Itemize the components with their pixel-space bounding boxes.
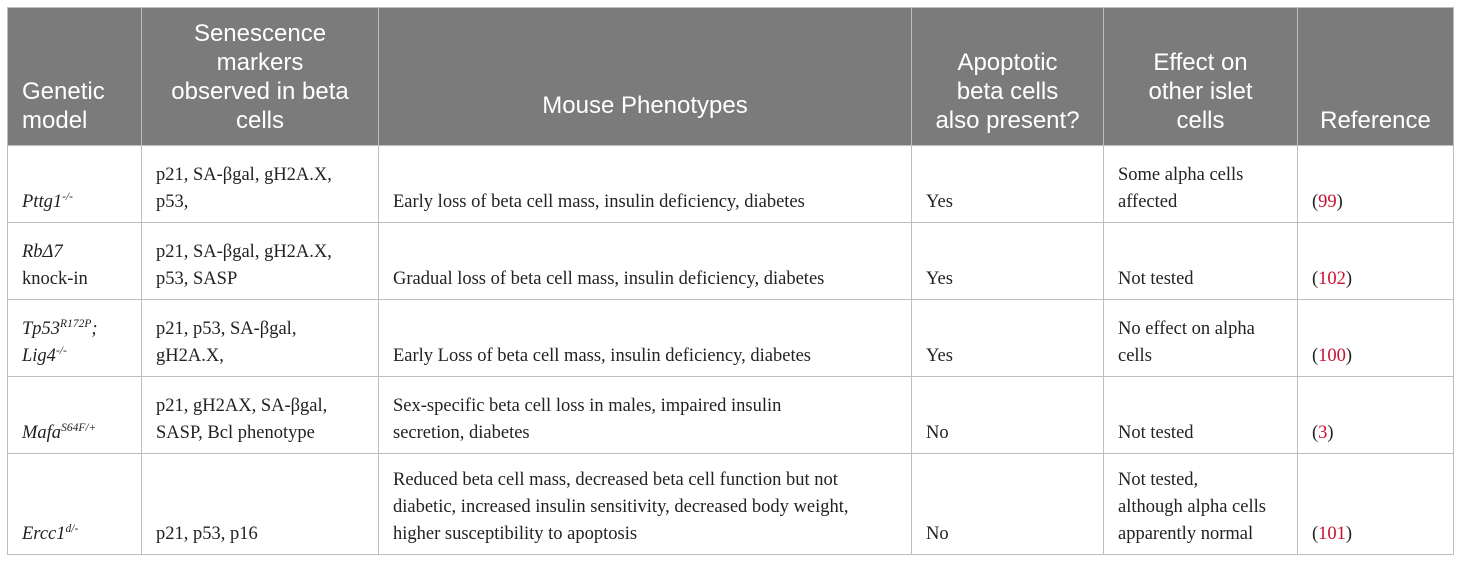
phenotypes-cell: Early loss of beta cell mass, insulin deficiency, diabetes bbox=[379, 146, 912, 223]
reference-link[interactable]: 100 bbox=[1318, 346, 1346, 366]
phenotypes-cell: Sex-specific beta cell loss in males, impaired insulin secretion, diabetes bbox=[379, 377, 912, 454]
table-row bbox=[8, 377, 1454, 454]
markers-cell: p21, SA-βgal, gH2A.X, p53, SASP bbox=[142, 223, 379, 300]
table-row bbox=[8, 146, 1454, 223]
effect-cell: No effect on alpha cells bbox=[1104, 300, 1298, 377]
markers-cell: p21, p53, p16 bbox=[142, 454, 379, 555]
apoptotic-cell: Yes bbox=[912, 146, 1104, 223]
apoptotic-cell: Yes bbox=[912, 223, 1104, 300]
reference-link[interactable]: 99 bbox=[1318, 192, 1337, 212]
header-effect-on-islet-cells: Effect on other islet cells bbox=[1104, 8, 1298, 146]
header-senescence-markers: Senescence markers observed in beta cells bbox=[142, 8, 379, 146]
markers-cell: p21, gH2AX, SA-βgal, SASP, Bcl phenotype bbox=[142, 377, 379, 454]
reference-link[interactable]: 101 bbox=[1318, 524, 1346, 544]
genetic-model-cell: Pttg1-/- bbox=[8, 146, 142, 223]
table-container bbox=[7, 7, 1453, 555]
markers-cell: p21, p53, SA-βgal, gH2A.X, bbox=[142, 300, 379, 377]
effect-cell: Not tested bbox=[1104, 223, 1298, 300]
header-mouse-phenotypes: Mouse Phenotypes bbox=[379, 8, 912, 146]
effect-cell: Not tested, although alpha cells apparently normal bbox=[1104, 454, 1298, 555]
table-row bbox=[8, 223, 1454, 300]
header-genetic-model: Genetic model bbox=[8, 8, 142, 146]
header-apoptotic: Apoptotic beta cells also present? bbox=[912, 8, 1104, 146]
reference-cell: (102) bbox=[1298, 223, 1454, 300]
apoptotic-cell: No bbox=[912, 454, 1104, 555]
effect-cell: Some alpha cells affected bbox=[1104, 146, 1298, 223]
phenotypes-cell: Early Loss of beta cell mass, insulin deficiency, diabetes bbox=[379, 300, 912, 377]
apoptotic-cell: No bbox=[912, 377, 1104, 454]
table-row bbox=[8, 300, 1454, 377]
header-row bbox=[8, 8, 1454, 146]
reference-link[interactable]: 102 bbox=[1318, 269, 1346, 289]
genetic-model-cell: $Ercc1^{d/-}$ bbox=[8, 454, 142, 555]
senescence-models-table bbox=[7, 7, 1454, 555]
apoptotic-cell: Yes bbox=[912, 300, 1104, 377]
genetic-model-cell: $Tp53^{R172P}$; Lig4-/- bbox=[8, 300, 142, 377]
table-row bbox=[8, 454, 1454, 555]
header-reference: Reference bbox=[1298, 8, 1454, 146]
genetic-model-cell: RbΔ7 knock-in bbox=[8, 223, 142, 300]
effect-cell: Not tested bbox=[1104, 377, 1298, 454]
phenotypes-cell: Gradual loss of beta cell mass, insulin deficiency, diabetes bbox=[379, 223, 912, 300]
markers-cell: p21, SA-βgal, gH2A.X, p53, bbox=[142, 146, 379, 223]
reference-cell: (100) bbox=[1298, 300, 1454, 377]
reference-cell: (99) bbox=[1298, 146, 1454, 223]
reference-cell: (3) bbox=[1298, 377, 1454, 454]
reference-link[interactable]: 3 bbox=[1318, 423, 1328, 443]
genetic-model-cell: Mafa$^{S64F/+}$ bbox=[8, 377, 142, 454]
reference-cell: (101) bbox=[1298, 454, 1454, 555]
phenotypes-cell: Reduced beta cell mass, decreased beta cell function but not diabetic, increased insulin sensitivity, decreased body weight, higher susceptibility to apoptosis bbox=[379, 454, 912, 555]
